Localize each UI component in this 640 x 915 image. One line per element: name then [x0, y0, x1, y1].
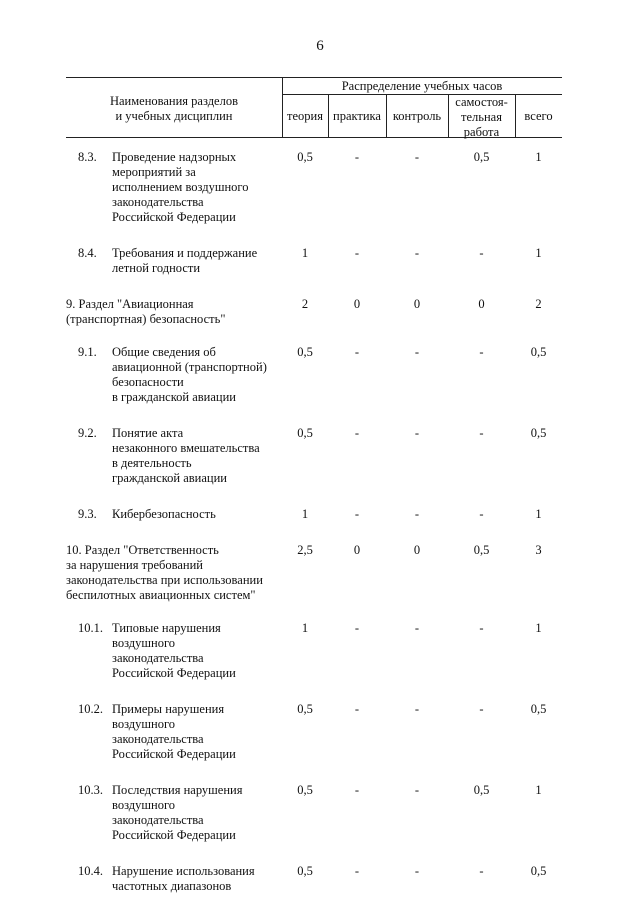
table-row: [66, 150, 562, 246]
table-row: [66, 345, 562, 426]
row-number: 8.3.: [78, 150, 97, 164]
cell-control: -: [414, 702, 420, 716]
header-col-theory: теория: [287, 109, 323, 123]
cell-self-study: -: [479, 246, 484, 260]
cell-theory: 0,5: [297, 864, 313, 878]
discipline-name: [112, 246, 282, 297]
cell-practice: -: [354, 621, 360, 635]
name-line: мероприятий за: [112, 165, 196, 179]
cell-practice: 0: [353, 543, 361, 557]
row-number: 9.3.: [78, 507, 97, 521]
name-line: воздушного: [112, 717, 176, 731]
cell-self-study: -: [479, 702, 484, 716]
section-row: [66, 297, 562, 345]
name-line: законодательства: [112, 195, 204, 209]
cell-self-study: -: [479, 864, 484, 878]
header-self-line-1: самостоя-: [455, 95, 508, 109]
name-line: Российской Федерации: [112, 210, 236, 224]
name-line: воздушного: [112, 636, 176, 650]
cell-theory: 0,5: [297, 150, 313, 164]
discipline-name: [112, 864, 282, 915]
cell-control: -: [414, 246, 420, 260]
cell-practice: 0: [353, 297, 361, 311]
discipline-name: [112, 150, 282, 246]
name-line: Требования и поддержание: [112, 246, 258, 260]
table-body: [66, 150, 562, 915]
name-line: Российской Федерации: [112, 666, 236, 680]
cell-total: 1: [535, 507, 542, 521]
header-self-line-3: работа: [463, 125, 500, 139]
cell-total: 3: [535, 543, 542, 557]
name-line: законодательства при использовании: [66, 573, 263, 587]
cell-self-study: 0,5: [473, 543, 490, 557]
name-line: Типовые нарушения: [112, 621, 221, 635]
name-line: частотных диапазонов: [112, 879, 232, 893]
header-name-line-1: Наименования разделов: [109, 94, 238, 108]
header-col-control: контроль: [392, 109, 442, 123]
row-number: 10.3.: [78, 783, 103, 797]
row-number: 10.2.: [78, 702, 103, 716]
discipline-name: [112, 345, 282, 426]
name-line: беспилотных авиационных систем": [66, 588, 256, 602]
header-col-self-study: [448, 95, 515, 140]
name-line: Примеры нарушения: [112, 702, 225, 716]
cell-theory: 2,5: [297, 543, 313, 557]
discipline-name: [112, 783, 282, 864]
section-row: [66, 543, 562, 621]
cell-theory: 0,5: [297, 702, 313, 716]
cell-self-study: -: [479, 621, 484, 635]
table-row: [66, 783, 562, 864]
cell-self-study: 0,5: [473, 783, 490, 797]
cell-control: 0: [413, 297, 421, 311]
header-name-line-2: и учебных дисциплин: [115, 109, 233, 123]
cell-control: -: [414, 426, 420, 440]
cell-practice: -: [354, 507, 360, 521]
name-line: законодательства: [112, 732, 204, 746]
name-line: безопасности: [112, 375, 184, 389]
cell-practice: -: [354, 864, 360, 878]
cell-control: -: [414, 150, 420, 164]
cell-total: 0,5: [530, 345, 547, 359]
discipline-name: [112, 621, 282, 702]
cell-theory: 0,5: [297, 345, 313, 359]
table-row: [66, 621, 562, 702]
discipline-name: [112, 702, 282, 783]
name-line: авиационной (транспортной): [112, 360, 267, 374]
cell-total: 1: [535, 621, 542, 635]
header-name-column: [66, 94, 282, 124]
cell-control: -: [414, 621, 420, 635]
name-line: законодательства: [112, 651, 204, 665]
name-line: воздушного: [112, 798, 176, 812]
curriculum-table: [66, 150, 562, 915]
row-number: 10.1.: [78, 621, 103, 635]
name-line: Общие сведения об: [112, 345, 216, 359]
discipline-name: [112, 507, 282, 543]
row-number: 9.2.: [78, 426, 97, 440]
name-line: в деятельность: [112, 456, 192, 470]
name-line: 10. Раздел "Ответственность: [66, 543, 219, 557]
cell-control: 0: [413, 543, 421, 557]
header-col-total: всего: [524, 109, 553, 123]
section-title: [66, 297, 282, 345]
name-line: за нарушения требований: [66, 558, 203, 572]
header-top-rule: [66, 77, 562, 78]
cell-self-study: 0,5: [473, 150, 490, 164]
cell-theory: 1: [301, 507, 309, 521]
cell-theory: 1: [301, 621, 309, 635]
name-line: Проведение надзорных: [112, 150, 237, 164]
cell-self-study: 0: [478, 297, 485, 311]
name-line: незаконного вмешательства: [112, 441, 260, 455]
cell-total: 1: [535, 783, 542, 797]
row-number: 10.4.: [78, 864, 103, 878]
cell-total: 0,5: [530, 702, 547, 716]
cell-control: -: [414, 864, 420, 878]
name-line: Нарушение использования: [112, 864, 255, 878]
cell-self-study: -: [479, 426, 484, 440]
cell-total: 2: [535, 297, 542, 311]
table-row: [66, 507, 562, 543]
name-line: 9. Раздел "Авиационная: [66, 297, 194, 311]
group-title-rule: [282, 94, 562, 95]
cell-total: 0,5: [530, 864, 547, 878]
row-number: 8.4.: [78, 246, 97, 260]
name-line: Российской Федерации: [112, 747, 236, 761]
discipline-name: [112, 426, 282, 507]
cell-total: 0,5: [530, 426, 547, 440]
header-col-practice: практика: [333, 109, 381, 123]
header-group-title: Распределение учебных часов: [341, 79, 503, 93]
table-row: [66, 246, 562, 297]
cell-theory: 2: [301, 297, 309, 311]
cell-self-study: -: [479, 345, 484, 359]
cell-total: 1: [535, 150, 542, 164]
page-number: 6: [316, 38, 324, 54]
cell-theory: 1: [301, 246, 309, 260]
name-line: исполнением воздушного: [112, 180, 249, 194]
name-line: Последствия нарушения: [112, 783, 243, 797]
cell-total: 1: [535, 246, 542, 260]
section-title: [66, 543, 282, 621]
cell-self-study: -: [479, 507, 484, 521]
cell-practice: -: [354, 426, 360, 440]
row-number: 9.1.: [78, 345, 97, 359]
table-row: [66, 864, 562, 915]
name-line: Понятие акта: [112, 426, 184, 440]
cell-theory: 0,5: [297, 426, 313, 440]
table-row: [66, 702, 562, 783]
name-line: гражданской авиации: [112, 471, 227, 485]
cell-control: -: [414, 345, 420, 359]
table-row: [66, 426, 562, 507]
name-line: летной годности: [112, 261, 201, 275]
cell-practice: -: [354, 783, 360, 797]
name-line: в гражданской авиации: [112, 390, 236, 404]
name-line: Российской Федерации: [112, 828, 236, 842]
cell-control: -: [414, 783, 420, 797]
name-line: (транспортная) безопасность": [66, 312, 226, 326]
cell-practice: -: [354, 345, 360, 359]
cell-control: -: [414, 507, 420, 521]
name-line: Кибербезопасность: [112, 507, 216, 521]
cell-practice: -: [354, 150, 360, 164]
name-line: законодательства: [112, 813, 204, 827]
cell-theory: 0,5: [297, 783, 313, 797]
cell-practice: -: [354, 246, 360, 260]
header-self-line-2: тельная: [461, 110, 502, 124]
cell-practice: -: [354, 702, 360, 716]
